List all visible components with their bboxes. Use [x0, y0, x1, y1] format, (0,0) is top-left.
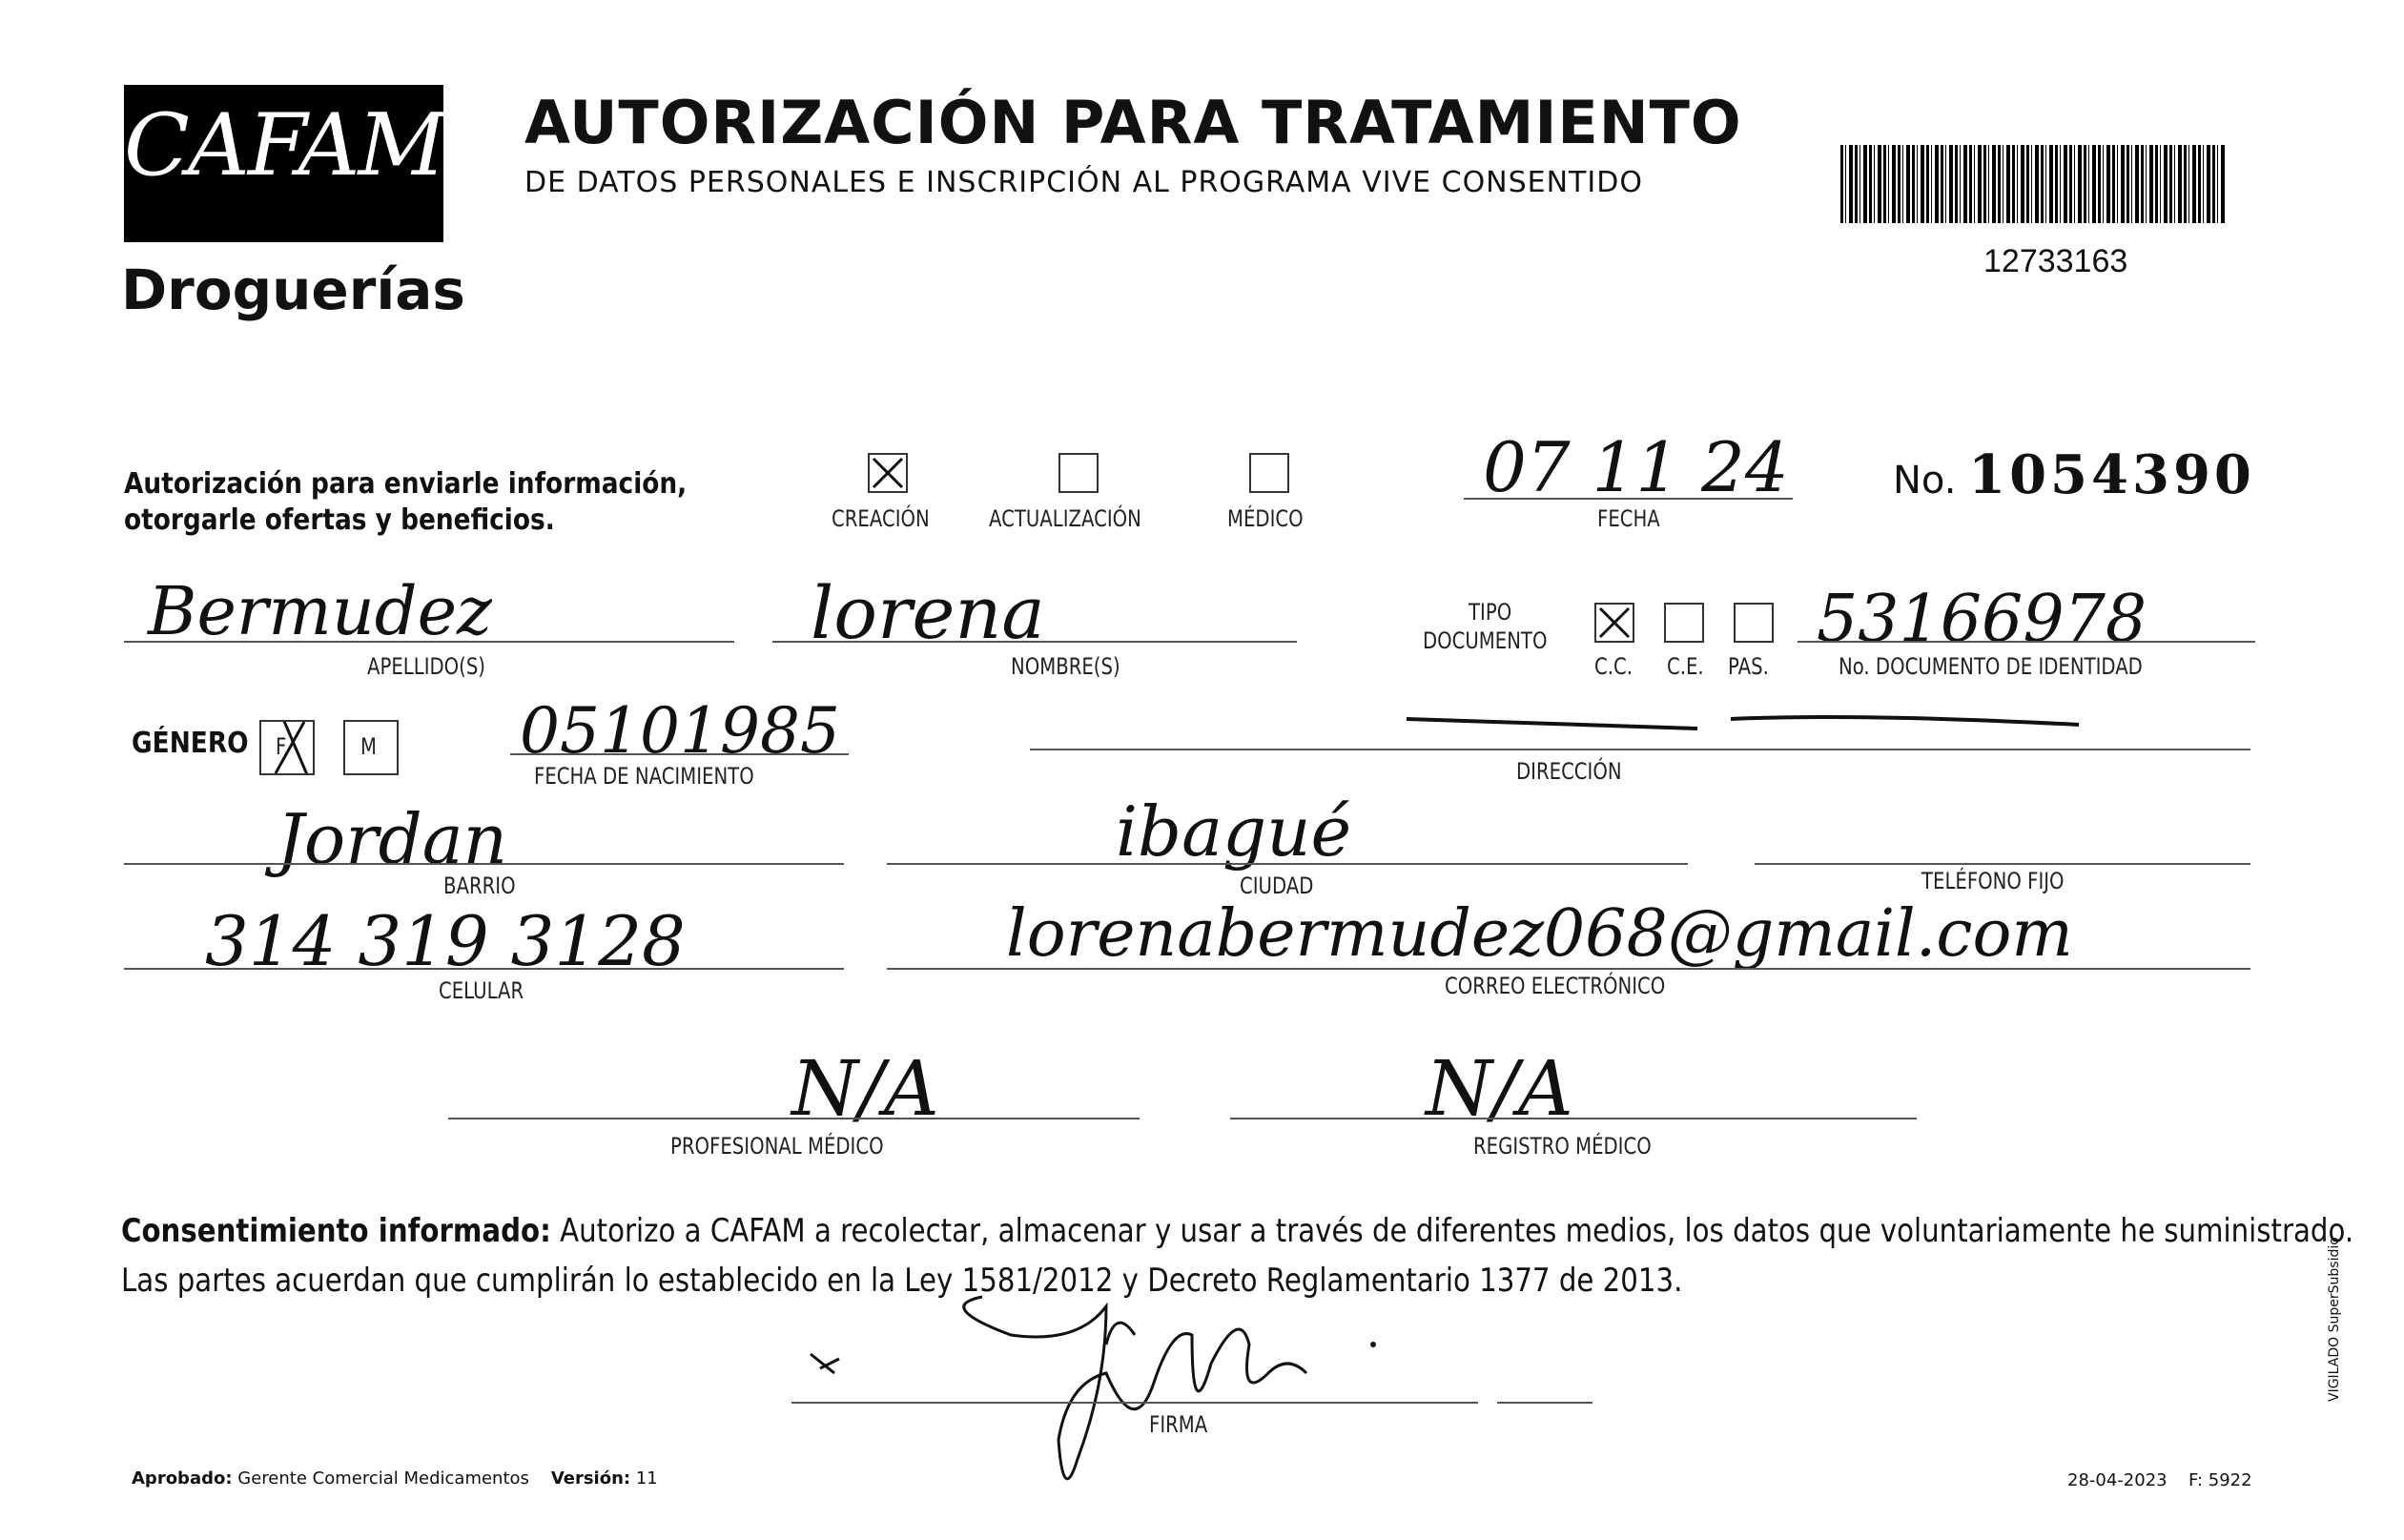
correo-value[interactable]: lorenabermudez068@gmail.com	[1006, 896, 2073, 972]
documento-label: No. DOCUMENTO DE IDENTIDAD	[1839, 653, 2143, 680]
footer-form-code: F: 5922	[2188, 1470, 2252, 1490]
direccion-label: DIRECCIÓN	[1516, 758, 1622, 785]
actualizacion-checkbox[interactable]	[1058, 453, 1099, 493]
genero-label: GÉNERO	[132, 727, 249, 760]
nombres-value[interactable]: lorena	[811, 570, 1045, 655]
cc-checkbox[interactable]	[1594, 603, 1634, 643]
intro-line-2: otorgarle ofertas y beneficios.	[124, 503, 555, 537]
genero-f-checkbox[interactable]	[259, 720, 315, 775]
barrio-value[interactable]: Jordan	[277, 799, 508, 879]
actualizacion-label: ACTUALIZACIÓN	[989, 505, 1141, 532]
celular-label: CELULAR	[439, 977, 524, 1004]
ce-label: C.E.	[1667, 653, 1704, 680]
apellidos-label: APELLIDO(S)	[367, 653, 485, 680]
genero-f-label: F	[276, 733, 287, 760]
barrio-label: BARRIO	[443, 873, 516, 899]
apellidos-value[interactable]: Bermudez	[148, 572, 492, 650]
form-number-value: 1054390	[1968, 443, 2255, 506]
documento-value[interactable]: 53166978	[1817, 582, 2147, 657]
nacimiento-value[interactable]: 05101985	[520, 694, 840, 768]
medico-checkbox[interactable]	[1249, 453, 1289, 493]
check-x-icon	[261, 722, 313, 773]
version-label: Versión:	[550, 1468, 631, 1489]
medico-label: MÉDICO	[1227, 505, 1304, 532]
form-title: AUTORIZACIÓN PARA TRATAMIENTO	[524, 88, 1742, 157]
barcode-number: 12733163	[1983, 243, 2128, 279]
pas-checkbox[interactable]	[1734, 603, 1774, 643]
registro-value[interactable]: N/A	[1426, 1044, 1573, 1133]
nombres-label: NOMBRE(S)	[1011, 653, 1120, 680]
genero-m-label: M	[360, 733, 377, 760]
fecha-label: FECHA	[1597, 505, 1660, 532]
nacimiento-label: FECHA DE NACIMIENTO	[534, 763, 754, 790]
pas-label: PAS.	[1728, 653, 1769, 680]
check-x-icon	[1596, 605, 1633, 641]
form-number-label: No.	[1893, 459, 1957, 503]
check-x-icon	[870, 455, 906, 491]
form-number	[1893, 443, 2255, 506]
cafam-logo-text: CAFAM	[124, 95, 444, 195]
celular-value[interactable]: 314 319 3128	[205, 901, 686, 981]
signature-icon	[791, 1268, 1411, 1516]
correo-label: CORREO ELECTRÓNICO	[1445, 973, 1666, 999]
creacion-label: CREACIÓN	[832, 505, 930, 532]
ciudad-value[interactable]: ibagué	[1116, 791, 1352, 872]
genero-m-checkbox[interactable]	[343, 720, 399, 775]
form-subtitle: DE DATOS PERSONALES E INSCRIPCIÓN AL PROGRAMA VIVE CONSENTIDO	[524, 166, 1643, 199]
aprobado-label: Aprobado:	[132, 1468, 233, 1489]
tipo-label-1: TIPO	[1469, 599, 1512, 626]
fecha-value[interactable]: 07 11 24	[1483, 427, 1789, 507]
aprobado-value: Gerente Comercial Medicamentos	[237, 1468, 529, 1489]
consent-text-2: Las partes acuerdan que cumplirán lo establecido en la Ley 1581/2012 y Decreto Reglamentario 1377 de 2013.	[121, 1262, 1683, 1300]
registro-label: REGISTRO MÉDICO	[1473, 1133, 1652, 1160]
profesional-label: PROFESIONAL MÉDICO	[670, 1133, 884, 1160]
ce-checkbox[interactable]	[1664, 603, 1704, 643]
ciudad-label: CIUDAD	[1240, 873, 1314, 899]
footer-aprobado	[132, 1468, 658, 1489]
barcode-icon	[1840, 145, 2227, 223]
direccion-strike-icon	[1402, 706, 2088, 744]
firma-label: FIRMA	[1149, 1411, 1208, 1438]
cc-label: C.C.	[1594, 653, 1633, 680]
consent-text-1: Autorizo a CAFAM a recolectar, almacenar y usar a través de diferentes medios, los datos que voluntariamente he suministrado.	[550, 1212, 2354, 1250]
creacion-checkbox[interactable]	[868, 453, 908, 493]
consent-heading: Consentimiento informado:	[121, 1212, 551, 1250]
vigilado-text: VIGILADO SuperSubsidio	[2327, 1237, 2342, 1402]
version-value: 11	[635, 1468, 658, 1489]
brand-subtitle: Droguerías	[121, 257, 465, 322]
telefono-label: TELÉFONO FIJO	[1921, 868, 2065, 894]
footer-date: 28-04-2023	[2067, 1470, 2168, 1490]
profesional-value[interactable]: N/A	[791, 1044, 939, 1133]
tipo-label-2: DOCUMENTO	[1423, 627, 1548, 654]
intro-line-1: Autorización para enviarle información,	[124, 467, 688, 501]
